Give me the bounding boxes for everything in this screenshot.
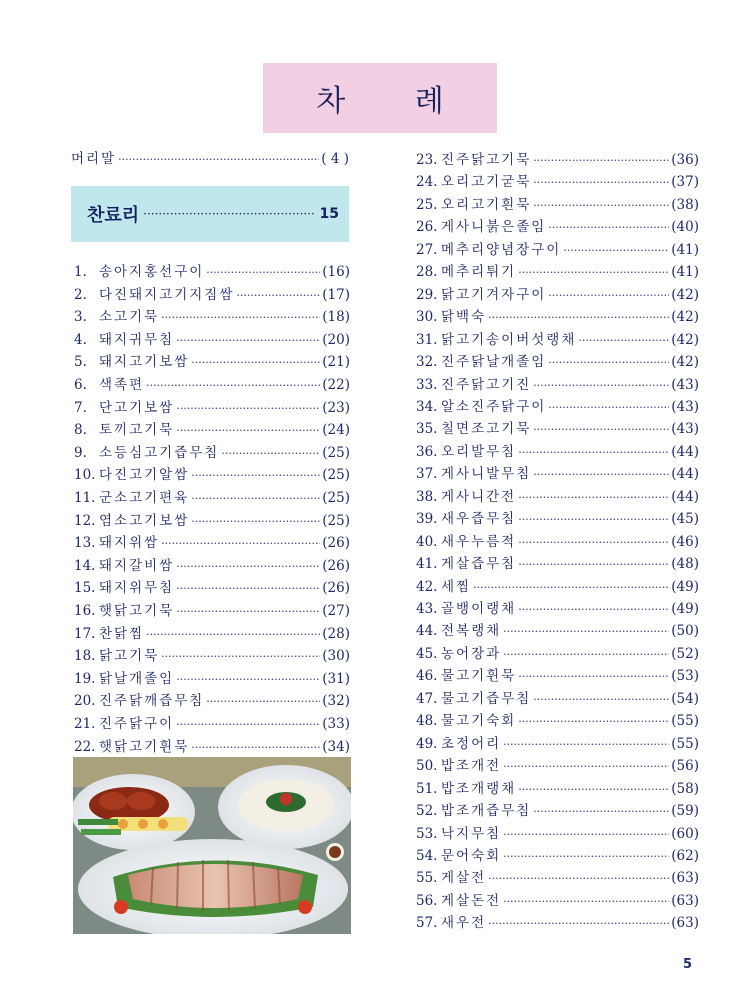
toc-entry[interactable] [74, 512, 350, 530]
entry-title: 햇닭고기휜묵 [99, 738, 190, 755]
leader-dots [146, 377, 320, 395]
toc-entry[interactable] [74, 353, 350, 371]
entry-number: 50. [416, 758, 438, 775]
entry-page: (16) [322, 264, 350, 280]
toc-entry[interactable] [416, 286, 699, 304]
entry-title: 게사니발무침 [441, 466, 532, 483]
entry-title: 새우즙무침 [441, 511, 517, 528]
entry-number: 41. [416, 556, 438, 573]
toc-entry[interactable] [416, 151, 699, 169]
entry-page: (30) [322, 648, 350, 665]
entry-page: (26) [322, 535, 350, 552]
entry-title: 새우누름적 [441, 533, 517, 550]
entry-number: 38. [416, 488, 438, 505]
toc-entry[interactable] [74, 308, 350, 326]
entry-title: 단고기보쌈 [99, 399, 175, 416]
entry-page: (55) [671, 735, 699, 752]
entry-title: 색족편 [99, 377, 145, 393]
entry-title: 돼지위쌈 [99, 535, 160, 552]
entry-page: (44) [671, 488, 699, 505]
leader-dots [548, 354, 669, 372]
leader-dots [176, 332, 320, 350]
entry-number: 27. [416, 241, 438, 258]
entry-title: 물고기휜묵 [441, 668, 517, 685]
entry-title: 닭고기송이버섯랭채 [441, 331, 577, 348]
entry-number: 15. [74, 580, 96, 597]
toc-entry[interactable] [74, 286, 350, 304]
toc-entry[interactable] [416, 488, 699, 506]
entry-title: 돼지위무침 [99, 580, 175, 597]
toc-entry[interactable] [416, 533, 699, 551]
entry-page: (54) [671, 690, 699, 707]
leader-dots [236, 287, 320, 305]
entry-page: (34) [322, 738, 350, 755]
entry-page: (38) [671, 196, 699, 213]
leader-dots [191, 467, 320, 485]
entry-page: (28) [322, 625, 350, 642]
leader-dots [518, 534, 669, 552]
entry-title: 골뱅이랭채 [441, 601, 517, 617]
entry-number: 1. [74, 264, 87, 280]
leader-dots [161, 648, 320, 666]
entry-title: 새우전 [441, 915, 487, 932]
toc-entry[interactable] [416, 847, 699, 865]
entry-number: 4. [74, 331, 87, 348]
food-photo [73, 757, 351, 934]
toc-entry[interactable] [416, 510, 699, 528]
leader-dots [176, 580, 320, 598]
toc-entry[interactable] [74, 692, 350, 710]
entry-page: (53) [671, 668, 699, 685]
leader-dots [518, 444, 669, 462]
toc-entry[interactable] [416, 892, 699, 910]
section-page: 15 [319, 206, 339, 222]
toc-entry[interactable] [416, 690, 699, 708]
entry-title: 돼지귀무침 [99, 331, 175, 348]
entry-title: 닭날개졸임 [99, 670, 175, 687]
entry-page: (58) [671, 780, 699, 797]
entry-page: (17) [322, 286, 350, 303]
leader-dots [518, 511, 669, 529]
entry-number: 7. [74, 399, 87, 416]
toc-entry[interactable] [74, 466, 350, 484]
entry-title: 군소고기편육 [99, 490, 190, 506]
entry-title: 머리말 [71, 151, 117, 167]
leader-dots [518, 713, 669, 731]
leader-dots [533, 197, 669, 215]
toc-entry[interactable] [74, 376, 350, 394]
entry-number: 45. [416, 645, 438, 662]
leader-dots [161, 309, 320, 327]
entry-title: 게사니간전 [441, 488, 517, 505]
toc-entry[interactable] [416, 757, 699, 775]
leader-dots [161, 535, 320, 553]
toc-entry[interactable] [416, 465, 699, 483]
leader-dots [191, 513, 320, 531]
entry-page: (25) [322, 467, 350, 484]
entry-page: (52) [671, 645, 699, 662]
leader-dots [488, 870, 669, 888]
leader-dots [518, 668, 669, 686]
entry-page: (48) [671, 556, 699, 573]
toc-entry[interactable] [416, 780, 699, 798]
leader-dots [503, 848, 669, 866]
leader-dots [191, 739, 320, 757]
entry-number: 5. [74, 354, 87, 371]
entry-page: (31) [322, 670, 350, 687]
entry-title: 오리고기흰묵 [441, 196, 532, 213]
leader-dots [176, 400, 320, 418]
entry-number: 6. [74, 377, 87, 393]
leader-dots [533, 174, 669, 192]
entry-title: 문어숙회 [441, 847, 502, 864]
entry-number: 22. [74, 738, 96, 755]
entry-title: 물고기숙회 [441, 713, 517, 730]
toc-entry[interactable] [416, 555, 699, 573]
entry-number: 18. [74, 648, 96, 665]
entry-title: 메추리양념장구이 [441, 241, 562, 258]
leader-dots [548, 399, 669, 417]
entry-page: (43) [671, 376, 699, 393]
entry-number: 36. [416, 443, 438, 460]
entry-title: 초정어리 [441, 735, 502, 752]
entry-page: (40) [671, 219, 699, 236]
toc-entry[interactable] [416, 825, 699, 843]
leader-dots [118, 151, 319, 169]
leader-dots [563, 242, 669, 260]
toc-entry[interactable] [416, 735, 699, 753]
leader-dots [533, 466, 669, 484]
leader-dots [176, 603, 320, 621]
entry-title: 게사니붉은졸임 [441, 219, 547, 236]
entry-number: 43. [416, 601, 438, 617]
food-platter-image [73, 757, 351, 934]
entry-number: 47. [416, 690, 438, 707]
entry-number: 53. [416, 825, 438, 842]
entry-number: 2. [74, 286, 87, 303]
leader-dots [518, 556, 669, 574]
leader-dots [191, 354, 320, 372]
leader-dots [503, 736, 669, 754]
entry-title: 오리고기굳묵 [441, 174, 532, 191]
entry-title: 게살전 [441, 870, 487, 887]
entry-number: 8. [74, 422, 87, 439]
entry-number: 17. [74, 625, 96, 642]
entry-title: 세찜 [441, 578, 472, 595]
entry-number: 12. [74, 512, 96, 529]
toc-entry[interactable] [74, 331, 350, 349]
entry-page: (27) [322, 603, 350, 619]
toc-entry[interactable] [74, 715, 350, 733]
toc-entry[interactable] [74, 421, 350, 439]
entry-page: (42) [671, 286, 699, 303]
toc-entry[interactable] [416, 600, 699, 618]
entry-number: 11. [74, 490, 96, 506]
toc-entry[interactable] [416, 398, 699, 416]
entry-title: 소등심고기즙무침 [99, 444, 220, 461]
leader-dots [533, 421, 669, 439]
toc-entry[interactable] [416, 196, 699, 214]
entry-page: (50) [671, 623, 699, 640]
leader-dots [548, 219, 669, 237]
entry-page: (46) [671, 533, 699, 550]
toc-entry[interactable] [416, 420, 699, 438]
entry-number: 29. [416, 286, 438, 303]
toc-entry[interactable] [74, 647, 350, 665]
entry-number: 51. [416, 780, 438, 797]
entry-page: (25) [322, 444, 350, 461]
entry-page: (18) [322, 309, 350, 326]
leader-dots [518, 489, 669, 507]
leader-dots [473, 579, 669, 597]
entry-title: 닭고기겨자구이 [441, 286, 547, 303]
entry-number: 44. [416, 623, 438, 640]
entry-page: (60) [671, 825, 699, 842]
leader-dots [488, 309, 669, 327]
entry-number: 21. [74, 716, 96, 732]
toc-entry[interactable] [416, 802, 699, 820]
entry-page: (42) [671, 331, 699, 348]
leader-dots [548, 287, 669, 305]
entry-page: (36) [671, 152, 699, 168]
toc-entry[interactable] [74, 602, 350, 620]
leader-dots [176, 716, 320, 734]
entry-page: (44) [671, 466, 699, 483]
leader-dots [146, 626, 320, 644]
entry-title: 진주닭고기진 [441, 376, 532, 393]
entry-page: (42) [671, 354, 699, 371]
toc-entry[interactable] [416, 173, 699, 191]
entry-number: 49. [416, 735, 438, 752]
entry-title: 햇닭고기묵 [99, 603, 175, 619]
toc-entry[interactable] [416, 914, 699, 932]
entry-page: (56) [671, 758, 699, 775]
entry-title: 염소고기보쌈 [99, 512, 190, 529]
entry-number: 52. [416, 803, 438, 820]
leader-dots [176, 671, 320, 689]
leader-dots [518, 264, 669, 282]
entry-number: 42. [416, 578, 438, 595]
entry-title: 돼지고기보쌈 [99, 354, 190, 371]
toc-title: 차 례 [316, 84, 474, 119]
entry-title: 칠면조고기묵 [441, 421, 532, 438]
entry-page: (49) [671, 578, 699, 595]
toc-entry[interactable] [416, 645, 699, 663]
leader-dots [488, 915, 669, 933]
entry-page: (20) [322, 331, 350, 348]
toc-entry[interactable] [74, 489, 350, 507]
toc-entry[interactable] [74, 557, 350, 575]
leader-dots [533, 803, 669, 821]
section-label: 찬료리 [87, 205, 140, 226]
entry-title: 송아지홍선구이 [99, 264, 205, 280]
toc-entry[interactable] [416, 263, 699, 281]
leader-dots [503, 826, 669, 844]
entry-page: (41) [671, 241, 699, 258]
leader-dots [533, 691, 669, 709]
entry-title: 찬닭찜 [99, 625, 145, 642]
page-number: 5 [683, 957, 693, 972]
entry-number: 32. [416, 354, 438, 371]
entry-number: 33. [416, 376, 438, 393]
toc-entry[interactable] [74, 263, 350, 281]
entry-page: (26) [322, 557, 350, 574]
entry-title: 소고기묵 [99, 309, 160, 326]
entry-page: (45) [671, 511, 699, 528]
entry-number: 39. [416, 511, 438, 528]
toc-title-box [263, 63, 497, 133]
toc-entry[interactable] [74, 444, 350, 462]
entry-page: (62) [671, 847, 699, 864]
entry-title: 돼지갈비쌈 [99, 557, 175, 574]
leader-dots [503, 646, 669, 664]
entry-number: 3. [74, 309, 87, 326]
toc-entry[interactable] [416, 622, 699, 640]
entry-page: (33) [322, 716, 350, 732]
toc-entry[interactable] [74, 670, 350, 688]
toc-entry[interactable] [74, 738, 350, 756]
entry-title: 다진돼지고기지짐쌈 [99, 286, 235, 303]
entry-page: (43) [671, 398, 699, 415]
leader-dots [191, 490, 320, 508]
entry-title: 다진고기알쌈 [99, 467, 190, 484]
entry-title: 오리발무침 [441, 443, 517, 460]
entry-number: 16. [74, 603, 96, 619]
toc-entry[interactable] [416, 667, 699, 685]
entry-title: 진주닭날개졸임 [441, 354, 547, 371]
leader-dots [143, 207, 315, 221]
entry-page: (37) [671, 174, 699, 191]
entry-title: 전복랭채 [441, 623, 502, 640]
leader-dots [206, 693, 320, 711]
toc-entry[interactable] [416, 376, 699, 394]
leader-dots [206, 264, 320, 282]
entry-page: (44) [671, 443, 699, 460]
entry-page: (25) [322, 512, 350, 529]
entry-page: (23) [322, 399, 350, 416]
entry-title: 게살돈전 [441, 892, 502, 909]
entry-page: (26) [322, 580, 350, 597]
leader-dots [533, 377, 669, 395]
entry-page: (41) [671, 264, 699, 281]
entry-number: 35. [416, 421, 438, 438]
entry-number: 20. [74, 693, 96, 710]
toc-entry[interactable] [416, 578, 699, 596]
entry-page: (63) [671, 915, 699, 932]
leader-dots [578, 332, 669, 350]
entry-title: 진주닭고기묵 [441, 152, 532, 168]
leader-dots [518, 781, 669, 799]
entry-page: (49) [671, 601, 699, 617]
toc-entry[interactable] [74, 399, 350, 417]
entry-number: 57. [416, 915, 438, 932]
entry-title: 농어장과 [441, 645, 502, 662]
entry-page: (32) [322, 693, 350, 710]
toc-entry[interactable] [416, 218, 699, 236]
entry-title: 진주닭구이 [99, 716, 175, 732]
entry-number: 13. [74, 535, 96, 552]
leader-dots [176, 558, 320, 576]
entry-title: 닭고기묵 [99, 648, 160, 665]
leader-dots [221, 445, 320, 463]
entry-page: (43) [671, 421, 699, 438]
leader-dots [518, 601, 669, 619]
entry-title: 밥조개즙무침 [441, 803, 532, 820]
toc-entry[interactable] [74, 579, 350, 597]
entry-title: 낙지무침 [441, 825, 502, 842]
entry-page: (63) [671, 870, 699, 887]
toc-entry[interactable] [74, 625, 350, 643]
entry-number: 23. [416, 152, 438, 168]
entry-title: 닭백숙 [441, 309, 487, 326]
toc-entry[interactable] [416, 241, 699, 259]
entry-page: (22) [322, 377, 350, 393]
entry-title: 밥조개전 [441, 758, 502, 775]
entry-number: 10. [74, 467, 96, 484]
entry-title: 게살즙무침 [441, 556, 517, 573]
toc-entry[interactable] [416, 869, 699, 887]
entry-number: 54. [416, 847, 438, 864]
entry-page: (55) [671, 713, 699, 730]
entry-number: 55. [416, 870, 438, 887]
leader-dots [503, 623, 669, 641]
leader-dots [533, 152, 669, 170]
entry-title: 밥조개랭채 [441, 780, 517, 797]
toc-entry[interactable] [74, 534, 350, 552]
entry-number: 30. [416, 309, 438, 326]
section-heading-box[interactable] [71, 186, 349, 242]
entry-page: (21) [322, 354, 350, 371]
entry-number: 24. [416, 174, 438, 191]
entry-number: 46. [416, 668, 438, 685]
entry-number: 34. [416, 398, 438, 415]
leader-dots [503, 893, 669, 911]
toc-entry[interactable] [416, 443, 699, 461]
toc-entry[interactable] [416, 308, 699, 326]
entry-title: 진주닭깨즙무침 [99, 693, 205, 710]
toc-entry-preface[interactable] [71, 150, 349, 168]
leader-dots [503, 758, 669, 776]
entry-page: ( 4 ) [321, 151, 349, 167]
entry-number: 14. [74, 557, 96, 574]
entry-page: (42) [671, 309, 699, 326]
entry-number: 25. [416, 196, 438, 213]
toc-entry[interactable] [416, 353, 699, 371]
entry-number: 19. [74, 670, 96, 687]
entry-number: 40. [416, 533, 438, 550]
entry-number: 56. [416, 892, 438, 909]
entry-number: 31. [416, 331, 438, 348]
toc-entry[interactable] [416, 712, 699, 730]
toc-entry[interactable] [416, 331, 699, 349]
entry-title: 물고기즙무침 [441, 690, 532, 707]
entry-page: (59) [671, 803, 699, 820]
entry-number: 9. [74, 444, 87, 461]
entry-page: (24) [322, 422, 350, 439]
entry-number: 37. [416, 466, 438, 483]
entry-page: (25) [322, 490, 350, 506]
entry-title: 알소진주닭구이 [441, 398, 547, 415]
leader-dots [176, 422, 320, 440]
entry-number: 28. [416, 264, 438, 281]
entry-number: 48. [416, 713, 438, 730]
entry-page: (63) [671, 892, 699, 909]
entry-title: 토끼고기묵 [99, 422, 175, 439]
entry-title: 메추리튀기 [441, 264, 517, 281]
entry-number: 26. [416, 219, 438, 236]
